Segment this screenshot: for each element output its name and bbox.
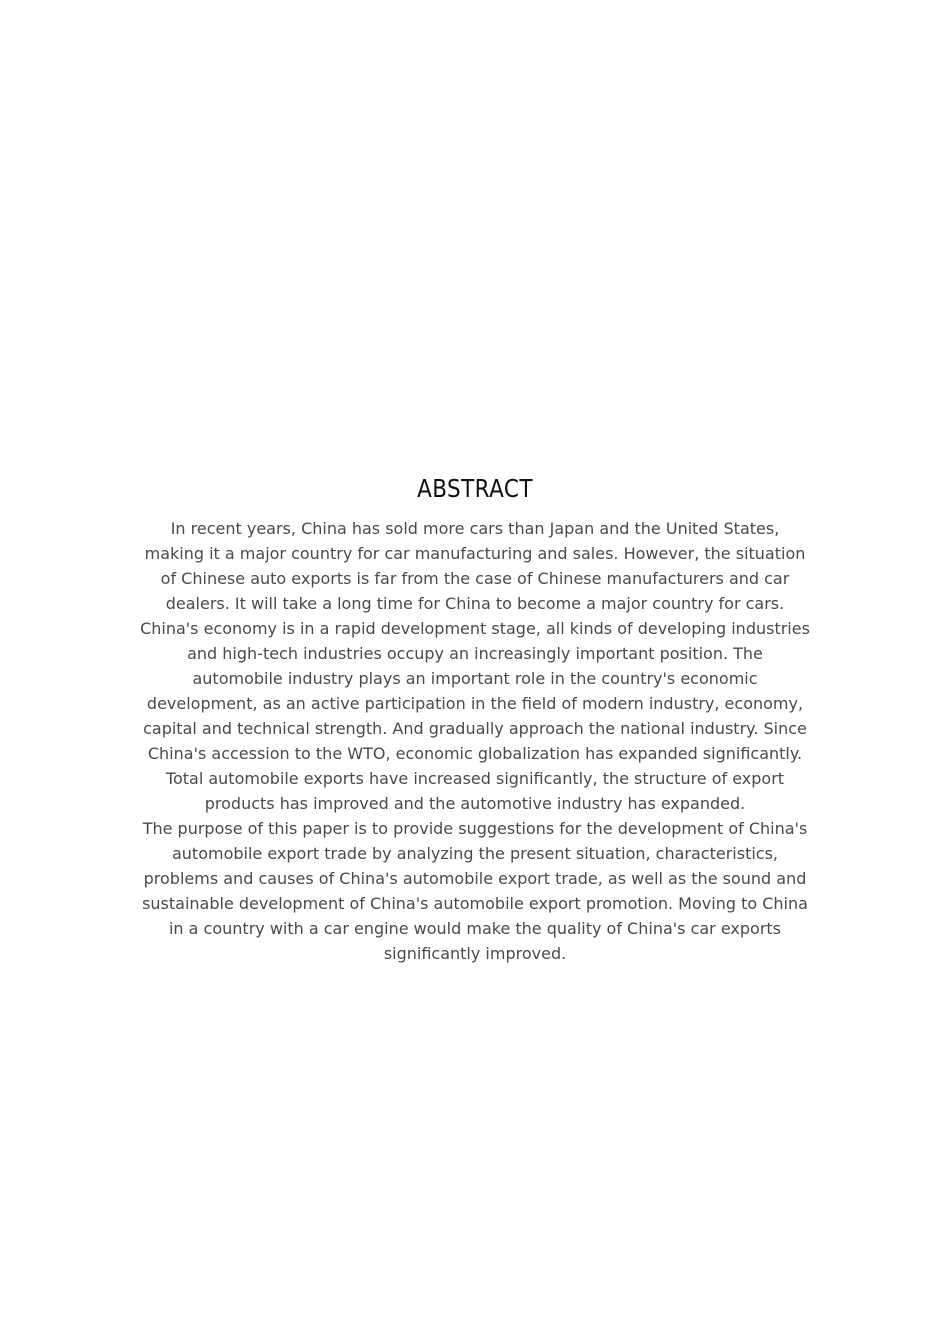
abstract-paragraph-1: In recent years, China has sold more cars than Japan and the United States, making it a major country for car manufacturing and sales. However, the situation of Chinese auto exports is far from the case of Chinese manufacturers and car dealers. It will take a long time for China to become a major country for cars. China's economy is in a rapid development stage, all kinds of developing industries and high-tech industries occupy an increasingly important position. The automobile industry plays an important role in the country's economic development, as an active participation in the field of modern industry, economy, capital and technical strength. And gradually approach the national industry. Since China's accession to the WTO, economic globalization has expanded significantly. Total automobile exports have increased significantly, the structure of export products has improved and the automotive industry has expanded. <box>140 519 810 813</box>
abstract-title: ABSTRACT <box>417 474 533 503</box>
abstract-section <box>140 472 810 966</box>
abstract-paragraph-2: The purpose of this paper is to provide suggestions for the development of China's automobile export trade by analyzing the present situation, characteristics, problems and causes of China's automobile export trade, as well as the sound and sustainable development of China's automobile export promotion. Moving to China in a country with a car engine would make the quality of China's car exports significantly improved. <box>142 819 808 963</box>
